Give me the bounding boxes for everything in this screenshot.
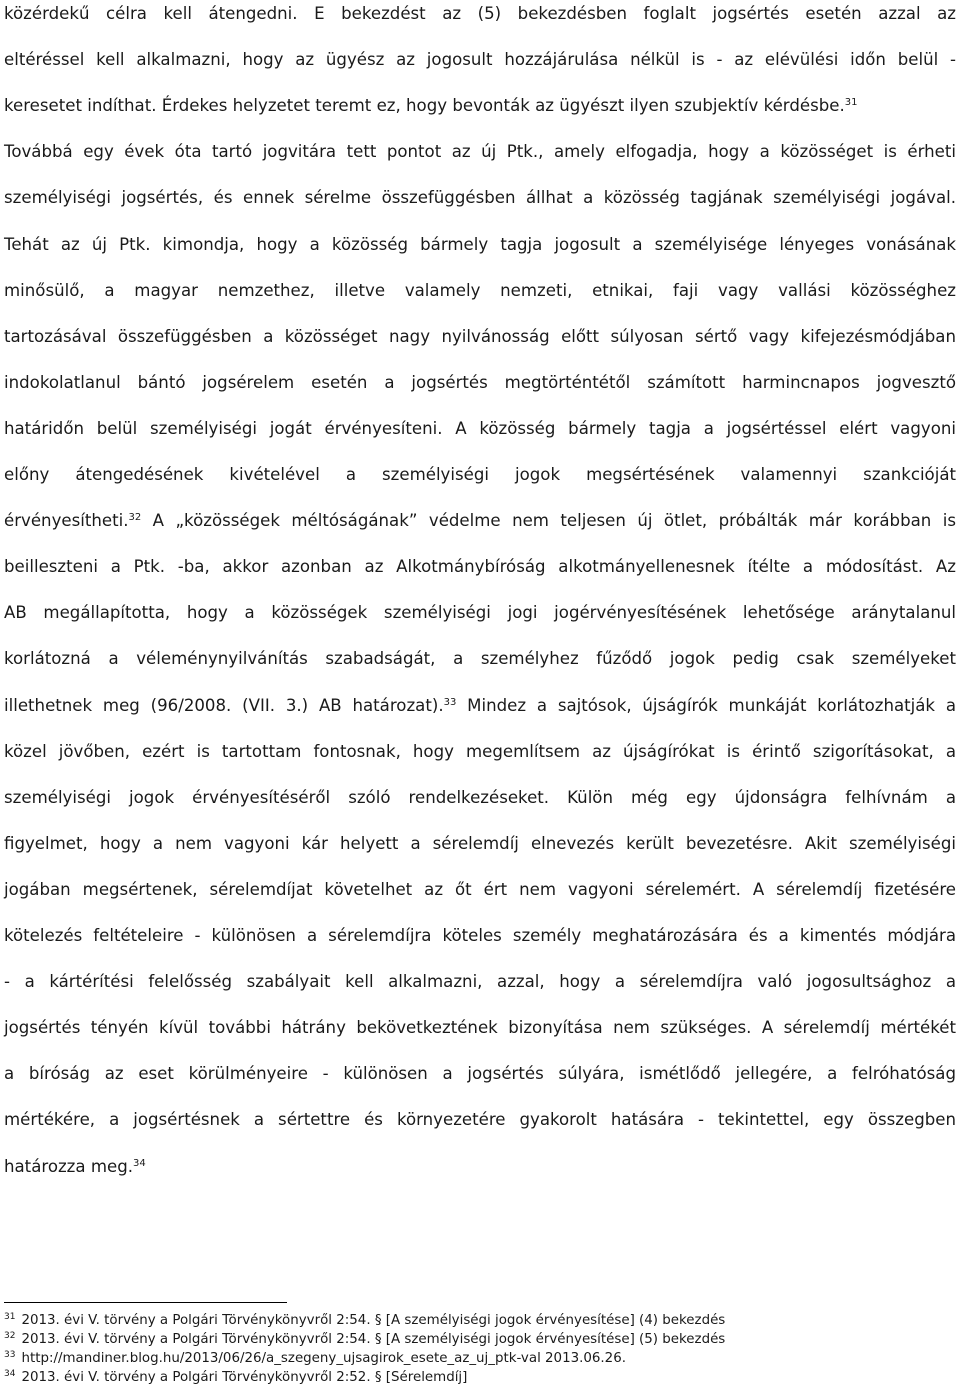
line-text: AB megállapította, hogy a közösségek személyiségi jogi jogérvényesítésének lehetősége aránytalanul: [4, 603, 956, 622]
paragraph-line: [4, 186, 956, 210]
line-text: jogsértés tényén kívül további hátrány bekövetkeztének bizonyítása nem szükséges. A sérelemdíj mértékét: [4, 1018, 956, 1037]
footnote: [4, 1369, 467, 1387]
line-text: határidőn belül személyiségi jogát érvényesíteni. A közösség bármely tagja a jogsértéssel elért vagyoni: [4, 419, 956, 438]
line-text-continued: A „közösségek méltóságának” védelme nem teljesen új ötlet, próbálták már korábban is: [141, 511, 956, 530]
paragraph-line: [4, 1155, 956, 1179]
line-text: korlátozná a véleménynyilvánítás szabadságát, a személyhez fűződő jogok pedig csak személyeket: [4, 649, 956, 668]
line-text: személyiségi jogok érvényesítéséről szóló rendelkezéseket. Külön még egy újdonságra felhívnám a: [4, 788, 956, 807]
line-text: érvényesítheti.: [4, 511, 129, 530]
paragraph-line: [4, 94, 956, 118]
footnote-separator: [4, 1302, 287, 1303]
footnote-text: 2013. évi V. törvény a Polgári Törvénykönyvről 2:54. § [A személyiségi jogok érvényesítése] (5) bekezdés: [21, 1332, 726, 1347]
paragraph-line: [4, 417, 956, 441]
paragraph-line: [4, 325, 956, 349]
line-text: kötelezés feltételeire - különösen a sérelemdíjra köteles személy meghatározására és a kimentés módjára: [4, 926, 956, 945]
line-text: tartozásával összefüggésben a közösséget nagy nyilvánosság előtt súlyosan sértő vagy kifejezésmódjában: [4, 327, 956, 346]
line-text: mértékére, a jogsértésnek a sértettre és környezetére gyakorolt hatására - tekintettel, egy összegben: [4, 1110, 956, 1129]
line-text: személyiségi jogsértés, és ennek sérelme összefüggésben állhat a közösség tagjának személyiségi jogával.: [4, 188, 956, 207]
line-text: keresetet indíthat. Érdekes helyzetet teremt ez, hogy bevonták az ügyészt ilyen szubjektív kérdésbe.: [4, 96, 845, 115]
line-text: Tehát az új Ptk. kimondja, hogy a közösség bármely tagja jogosult a személyisége lényeges vonásának: [4, 235, 956, 254]
footnote: [4, 1312, 725, 1330]
line-text: előny átengedésének kivételével a személyiségi jogok megsértésének valamennyi szankcióját: [4, 465, 956, 484]
paragraph-line: [4, 48, 956, 72]
paragraph-line: [4, 509, 956, 533]
paragraph-line: [4, 878, 956, 902]
paragraph-line: [4, 1016, 956, 1040]
paragraph-line: [4, 647, 956, 671]
paragraph-line: [4, 555, 956, 579]
paragraph-line: [4, 279, 956, 303]
paragraph-line: [4, 2, 956, 26]
paragraph-line: [4, 1062, 956, 1086]
line-text: közel jövőben, ezért is tartottam fontosnak, hogy megemlítsem az újságírókat is érintő szigorításokat, a: [4, 742, 956, 761]
line-text: indokolatlanul bántó jogsérelem esetén a jogsértés megtörténtétől számított harmincnapos jogvesztő: [4, 373, 956, 392]
footnote-text: 2013. évi V. törvény a Polgári Törvénykönyvről 2:52. § [Sérelemdíj]: [21, 1370, 468, 1385]
footnote: [4, 1350, 626, 1368]
paragraph-line: [4, 924, 956, 948]
line-text: minősülő, a magyar nemzethez, illetve valamely nemzeti, etnikai, faji vagy vallási közösséghez: [4, 281, 956, 300]
paragraph-line: [4, 233, 956, 257]
paragraph-line: [4, 463, 956, 487]
paragraph-line: [4, 970, 956, 994]
line-text-continued: Mindez a sajtósok, újságírók munkáját korlátozhatják a: [456, 696, 957, 715]
line-text: Továbbá egy évek óta tartó jogvitára tett pontot az új Ptk., amely elfogadja, hogy a közösséget is érheti: [4, 142, 956, 161]
line-text: illethetnek meg (96/2008. (VII. 3.) AB határozat).: [4, 696, 444, 715]
footnote-text: 2013. évi V. törvény a Polgári Törvénykönyvről 2:54. § [A személyiségi jogok érvényesítése] (4) bekezdés: [21, 1313, 726, 1328]
footnote-number: 33: [4, 1350, 16, 1360]
footnote-reference[interactable]: 31: [844, 97, 858, 108]
paragraph-line: [4, 694, 956, 718]
paragraph-line: [4, 1108, 956, 1132]
paragraph-line: [4, 832, 956, 856]
footnote-number: 32: [4, 1331, 16, 1341]
line-text: figyelmet, hogy a nem vagyoni kár helyett a sérelemdíj elnevezés került bevezetésre. Akit személyiségi: [4, 834, 956, 853]
line-text: beilleszteni a Ptk. -ba, akkor azonban az Alkotmánybíróság alkotmányellenesnek ítélte a módosítást. Az: [4, 557, 956, 576]
footnote-text[interactable]: http://mandiner.blog.hu/2013/06/26/a_szegeny_ujsagirok_esete_az_uj_ptk-val 2013.06.26.: [21, 1351, 626, 1366]
footnote: [4, 1331, 725, 1349]
paragraph-line: [4, 740, 956, 764]
line-text: határozza meg.: [4, 1157, 134, 1176]
line-text: - a kártérítési felelősség szabályait kell alkalmazni, azzal, hogy a sérelemdíjra való jogosultsághoz a: [4, 972, 956, 991]
paragraph-line: [4, 371, 956, 395]
footnote-number: 31: [4, 1312, 16, 1322]
line-text: közérdekű célra kell átengedni. E bekezdést az (5) bekezdésben foglalt jogsértés esetén azzal az: [4, 4, 956, 23]
line-text: jogában megsértenek, sérelemdíjat követelhet az őt ért nem vagyoni sérelemért. A sérelemdíj fizetésére: [4, 880, 956, 899]
paragraph-line: [4, 601, 956, 625]
footnote-reference[interactable]: 32: [128, 512, 142, 523]
line-text: eltéréssel kell alkalmazni, hogy az ügyész az jogosult hozzájárulása nélkül is - az elévülési időn belül -: [4, 50, 956, 69]
paragraph-line: [4, 786, 956, 810]
footnote-reference[interactable]: 33: [443, 697, 457, 708]
paragraph-line: [4, 140, 956, 164]
footnote-number: 34: [4, 1369, 16, 1379]
footnote-reference[interactable]: 34: [133, 1158, 146, 1169]
line-text: a bíróság az eset körülményeire - különösen a jogsértés súlyára, ismétlődő jellegére, a felróhatóság: [4, 1064, 956, 1083]
